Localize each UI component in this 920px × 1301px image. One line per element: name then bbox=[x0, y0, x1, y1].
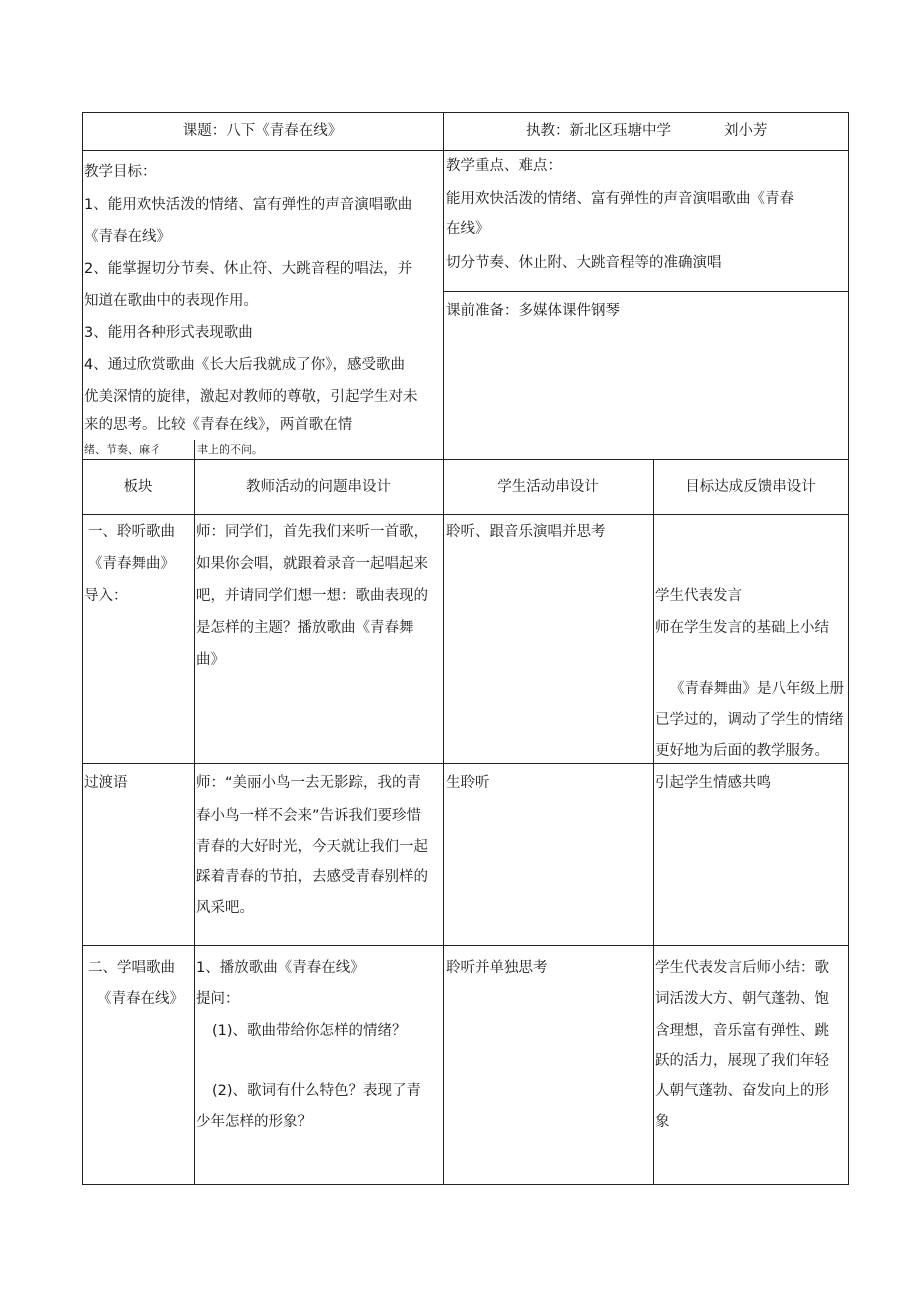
grid-line bbox=[82, 112, 849, 113]
objective-fragment: 绪、节奏、麻彳 bbox=[84, 443, 161, 456]
teacher-cell-line: (2)、歌词有什么特色？表现了青 bbox=[212, 1083, 422, 1099]
grid-line bbox=[82, 150, 849, 151]
grid-line bbox=[82, 459, 849, 460]
column-header-student: 学生活动串设计 bbox=[497, 479, 599, 495]
student-cell-line: 生聆听 bbox=[446, 775, 490, 791]
section-cell-line: 《青春在线》 bbox=[97, 991, 184, 1007]
teacher-school: 执教：新北区珏塘中学 bbox=[526, 123, 671, 139]
column-header-teacher: 教师活动的问题串设计 bbox=[246, 479, 391, 495]
teacher-cell-line: (1)、歌曲带给你怎样的情绪？ bbox=[212, 1023, 407, 1039]
feedback-cell-line: 已学过的，调动了学生的情绪 bbox=[655, 712, 844, 728]
teacher-cell-line: 青春的大好时光，今天就让我们一起 bbox=[196, 839, 428, 855]
objective-line: 《青春在线》 bbox=[84, 229, 171, 245]
feedback-cell-line: 更好地为后面的教学服务。 bbox=[655, 743, 829, 759]
feedback-cell-line: 引起学生情感共鸣 bbox=[655, 775, 771, 791]
keypoints-heading: 教学重点、难点： bbox=[446, 158, 562, 174]
feedback-cell-line: 师在学生发言的基础上小结 bbox=[655, 620, 829, 636]
grid-line bbox=[82, 945, 849, 946]
feedback-cell-line: 学生代表发言后师小结：歌 bbox=[655, 960, 829, 976]
objective-line: 知道在歌曲中的表现作用。 bbox=[84, 293, 258, 309]
teacher-cell-line: 1、播放歌曲《青春在线》 bbox=[196, 960, 365, 976]
objective-fragment: 聿上的不问。 bbox=[197, 443, 263, 456]
objective-line: 来的思考。比较《青春在线》，两首歌在情 bbox=[84, 417, 353, 433]
column-header-feedback: 目标达成反馈串设计 bbox=[685, 479, 816, 495]
teacher-cell-line: 曲》 bbox=[196, 652, 225, 668]
grid-line bbox=[82, 1184, 849, 1185]
feedback-cell-line: 象 bbox=[655, 1114, 670, 1130]
section-cell-line: 导入： bbox=[84, 588, 128, 604]
teacher-cell-line: 师：“美丽小鸟一去无影踪，我的青 bbox=[196, 775, 422, 791]
grid-line bbox=[848, 112, 849, 1185]
topic-title: 课题：八下《青春在线》 bbox=[182, 123, 343, 139]
section-cell-line: 二、学唱歌曲 bbox=[88, 960, 175, 976]
keypoint-line: 在线》 bbox=[446, 221, 490, 237]
objective-line: 2、能掌握切分节奏、休止符、大跳音程的唱法，并 bbox=[84, 261, 413, 277]
objectives-heading: 教学目标： bbox=[84, 164, 157, 180]
teacher-cell-line: 风采吧。 bbox=[196, 900, 254, 916]
section-cell-line: 一、聆听歌曲 bbox=[88, 524, 175, 540]
keypoint-line: 切分节奏、休止附、大跳音程等的准确演唱 bbox=[446, 255, 722, 271]
objective-line: 1、能用欢快活泼的情绪、富有弹性的声音演唱歌曲 bbox=[84, 197, 413, 213]
grid-line bbox=[443, 291, 849, 292]
grid-line bbox=[82, 514, 849, 515]
teacher-cell-line: 师：同学们，首先我们来听一首歌， bbox=[196, 524, 428, 540]
teacher-cell-line: 踩着青春的节拍，去感受青春别样的 bbox=[196, 869, 428, 885]
feedback-cell-line: 跃的活力，展现了我们年轻 bbox=[655, 1053, 829, 1069]
feedback-cell-line: 人朝气蓬勃、奋发向上的形 bbox=[655, 1083, 829, 1099]
feedback-cell-line: 《青春舞曲》是八年级上册 bbox=[670, 681, 844, 697]
section-cell-line: 过渡语 bbox=[84, 775, 128, 791]
keypoint-line: 能用欢快活泼的情绪、富有弹性的声音演唱歌曲《青春 bbox=[446, 191, 794, 207]
grid-line bbox=[82, 112, 83, 1185]
teacher-cell-line: 提问： bbox=[196, 991, 240, 1007]
grid-line bbox=[443, 112, 444, 1185]
teacher-cell-line: 如果你会唱，就跟着录音一起唱起来 bbox=[196, 556, 428, 572]
teacher-name: 刘小芳 bbox=[724, 123, 768, 139]
column-header-section: 板块 bbox=[123, 479, 153, 495]
teacher-cell-line: 是怎样的主题？播放歌曲《青春舞 bbox=[196, 620, 414, 636]
section-cell-line: 《青春舞曲》 bbox=[88, 556, 175, 572]
objective-line: 4、通过欣赏歌曲《长大后我就成了你》，感受歌曲 bbox=[84, 357, 405, 373]
teacher-cell-line: 少年怎样的形象？ bbox=[196, 1114, 312, 1130]
preparation-text: 课前准备：多媒体课件钢琴 bbox=[446, 303, 620, 319]
grid-line bbox=[82, 763, 849, 764]
feedback-cell-line: 含理想，音乐富有弹性、跳 bbox=[655, 1023, 829, 1039]
teacher-cell-line: 吧，并请同学们想一想：歌曲表现的 bbox=[196, 588, 428, 604]
feedback-cell-line: 词活泼大方、朝气蓬勃、饱 bbox=[655, 991, 829, 1007]
grid-line bbox=[194, 440, 195, 1185]
grid-line bbox=[653, 459, 654, 1185]
feedback-cell-line: 学生代表发言 bbox=[655, 588, 742, 604]
teacher-cell-line: 春小鸟一样不会来”告诉我们要珍惜 bbox=[196, 808, 422, 824]
student-cell-line: 聆听并单独思考 bbox=[446, 960, 548, 976]
objective-line: 优美深情的旋律，激起对教师的尊敬，引起学生对未 bbox=[84, 389, 418, 405]
student-cell-line: 聆听、跟音乐演唱并思考 bbox=[446, 524, 606, 540]
objective-line: 3、能用各种形式表现歌曲 bbox=[84, 325, 253, 341]
